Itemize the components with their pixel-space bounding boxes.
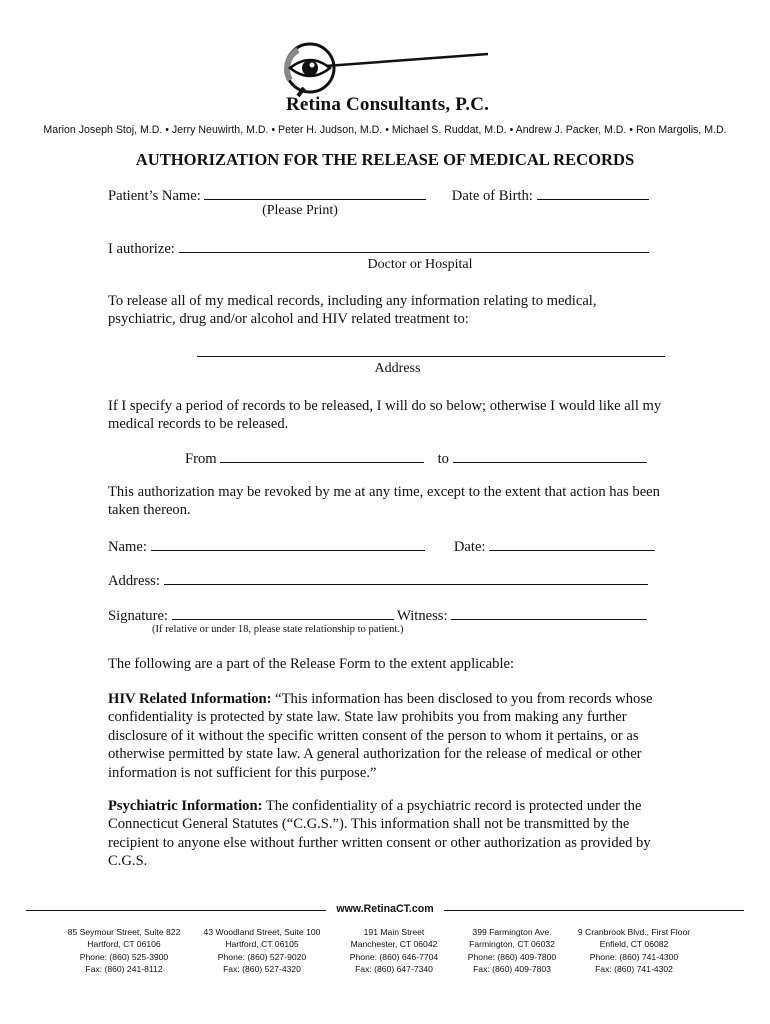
authorize-field[interactable]	[179, 238, 649, 253]
address-caption: Address	[374, 361, 421, 376]
release-line-2: psychiatric, drug and/or alcohol and HIV related treatment to:	[108, 311, 469, 328]
signature-field[interactable]	[172, 605, 394, 620]
dob-label: Date of Birth:	[451, 188, 533, 204]
address-row	[108, 570, 668, 590]
office-enfield	[564, 926, 704, 976]
office-hartford-seymour	[54, 926, 194, 976]
date-field[interactable]	[489, 536, 655, 551]
footer-rule-left	[26, 910, 326, 911]
office-city: Enfield, CT 06082	[599, 939, 669, 950]
name-field[interactable]	[151, 536, 425, 551]
please-print-caption: (Please Print)	[262, 203, 338, 218]
patient-name-field[interactable]	[204, 185, 426, 200]
company-logo	[278, 42, 493, 116]
office-city: Manchester, CT 06042	[350, 939, 438, 950]
hiv-line-1: “This information has been disclosed to you from records whose	[271, 691, 653, 707]
company-name: Retina Consultants, P.C.	[286, 94, 490, 115]
from-date-field[interactable]	[220, 448, 424, 463]
doctors-list: Marion Joseph Stoj, M.D. • Jerry Neuwirth, M.D. • Peter H. Judson, M.D. • Michael S. Ruddat, M.D. • Andrew J. Packer, M.D. • Ron Margolis, M.D.	[43, 124, 727, 136]
office-street: 191 Main Street	[363, 927, 425, 937]
office-fax: Fax: (860) 527-4320	[223, 964, 301, 975]
office-phone: Phone: (860) 409-7800	[467, 951, 557, 962]
dob-field[interactable]	[537, 185, 649, 200]
psych-line-2: Connecticut General Statutes (“C.G.S.”). This information shall not be transmitted by the	[108, 816, 630, 833]
office-street: 9 Cranbrook Blvd., First Floor	[577, 927, 691, 937]
period-line-2: medical records to be released.	[108, 416, 289, 433]
office-fax: Fax: (860) 741-4302	[595, 964, 673, 975]
hiv-paragraph	[108, 690, 728, 782]
office-hartford-woodland	[192, 926, 332, 976]
authorize-row	[108, 238, 668, 258]
form-title: AUTHORIZATION FOR THE RELEASE OF MEDICAL RECORDS	[135, 150, 635, 169]
office-phone: Phone: (860) 527-9020	[217, 951, 307, 962]
signature-witness-row	[108, 605, 668, 625]
witness-field[interactable]	[451, 605, 647, 620]
address-label: Address:	[108, 573, 160, 589]
hiv-line-3: disclosure of it without the specific written consent of the person to whom it pertains, or as	[108, 727, 639, 744]
release-line-1: To release all of my medical records, including any information relating to medical,	[108, 293, 597, 309]
hiv-heading: HIV Related Information:	[108, 691, 272, 707]
office-city: Farmington, CT 06032	[469, 939, 555, 950]
eye-logo-icon	[278, 42, 493, 98]
hiv-line-4: otherwise permitted by state law. A general authorization for the release of medical or other	[108, 746, 642, 763]
hiv-line-2: confidentiality is protected by state law. State law prohibits you from making any further	[108, 709, 627, 726]
footer-website[interactable]: www.RetinaCT.com	[336, 903, 434, 915]
office-street: 85 Seymour Street, Suite 822	[67, 927, 181, 937]
office-phone: Phone: (860) 741-4300	[589, 951, 679, 962]
witness-label: Witness:	[397, 608, 448, 624]
to-date-field[interactable]	[453, 448, 647, 463]
psych-line-4: C.G.S.	[108, 853, 148, 870]
office-street: 399 Farmington Ave.	[472, 927, 552, 937]
period-paragraph	[108, 397, 708, 434]
patient-name-row	[108, 185, 668, 205]
following-text: The following are a part of the Release Form to the extent applicable:	[108, 656, 515, 672]
recipient-address-field[interactable]	[197, 356, 665, 357]
footer-rule-right	[444, 910, 744, 911]
name-date-row	[108, 536, 668, 556]
office-phone: Phone: (860) 646-7704	[349, 951, 439, 962]
psych-line-3: recipient to anyone else without further written consent or other authorization as provided by	[108, 834, 651, 851]
period-line-1: If I specify a period of records to be released, I will do so below; otherwise I would like all my	[108, 398, 662, 414]
office-farmington	[442, 926, 582, 976]
office-fax: Fax: (860) 409-7803	[473, 964, 551, 975]
authorize-label: I authorize:	[108, 241, 175, 257]
hiv-line-5: information is not sufficient for this purpose.”	[108, 764, 377, 781]
relative-note: (If relative or under 18, please state relationship to patient.)	[152, 624, 404, 635]
signature-label: Signature:	[108, 608, 168, 624]
office-phone: Phone: (860) 525-3900	[79, 951, 169, 962]
office-street: 43 Woodland Street, Suite 100	[203, 927, 321, 937]
from-label: From	[185, 451, 217, 467]
psych-line-1: The confidentiality of a psychiatric record is protected under the	[262, 798, 642, 814]
psych-paragraph	[108, 797, 728, 871]
office-fax: Fax: (860) 647-7340	[355, 964, 433, 975]
revoke-line-1: This authorization may be revoked by me at any time, except to the extent that action has been	[108, 484, 660, 500]
address-field[interactable]	[164, 570, 648, 585]
doctor-hospital-caption: Doctor or Hospital	[367, 257, 473, 272]
from-to-row	[185, 448, 665, 468]
patient-name-label: Patient’s Name:	[108, 188, 201, 204]
office-city: Hartford, CT 06105	[225, 939, 299, 950]
to-label: to	[437, 451, 449, 467]
office-city: Hartford, CT 06106	[87, 939, 161, 950]
revoke-line-2: taken thereon.	[108, 502, 191, 519]
name-label: Name:	[108, 539, 147, 555]
psych-heading: Psychiatric Information:	[108, 798, 263, 814]
office-fax: Fax: (860) 241-8112	[85, 964, 163, 975]
revoke-paragraph	[108, 483, 708, 520]
release-paragraph	[108, 292, 708, 329]
date-label: Date:	[453, 539, 486, 555]
